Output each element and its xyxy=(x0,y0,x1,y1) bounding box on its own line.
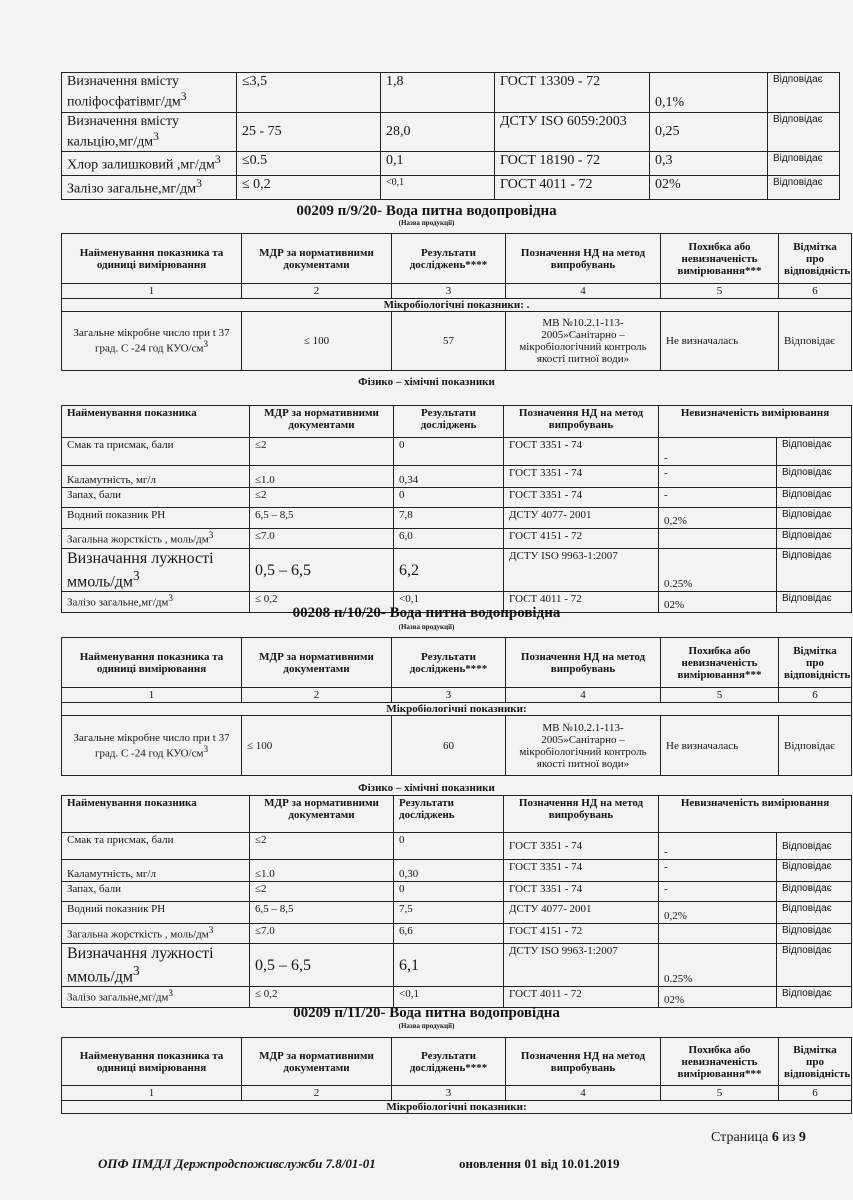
col-header-result: Результати досліджень**** xyxy=(392,1038,506,1086)
mdr-value: ≤ 100 xyxy=(242,312,392,371)
indicator-name: Смак та присмак, бали xyxy=(62,438,250,466)
uncertainty-value: 0.25% xyxy=(659,549,777,592)
table-header-row xyxy=(62,796,852,833)
compliance-mark: Відповідає xyxy=(768,112,840,152)
col-number: 2 xyxy=(242,688,392,703)
result-value: 6,6 xyxy=(394,924,504,944)
mdr-value: 0,5 – 6,5 xyxy=(250,549,394,592)
compliance-mark: Відповідає xyxy=(777,529,852,549)
mdr-value: ≤2 xyxy=(250,488,394,508)
error-value: 0,3 xyxy=(650,152,768,176)
col-number: 4 xyxy=(506,1086,661,1101)
col-number: 5 xyxy=(661,1086,779,1101)
col-header-result: Результати досліджень xyxy=(394,796,504,833)
result-value: <0,1 xyxy=(381,175,495,199)
indicator-name: Смак та присмак, бали xyxy=(62,833,250,860)
indicator-name: Визначення вмісту поліфосфатівмг/$дм^3$ xyxy=(62,73,237,113)
result-value: <0,1 xyxy=(394,592,504,613)
table-row xyxy=(62,112,840,152)
error-value: 0,25 xyxy=(650,112,768,152)
uncertainty-value: - xyxy=(659,882,777,902)
compliance-mark: Відповідає xyxy=(777,592,852,613)
table-header-row xyxy=(62,234,852,284)
col-header-mdr: МДР за нормативними документами xyxy=(242,234,392,284)
table-row xyxy=(62,488,852,508)
page-indicator xyxy=(711,1130,806,1146)
result-value: 6,1 xyxy=(394,944,504,987)
result-value: <0,1 xyxy=(394,987,504,1008)
result-value: 0 xyxy=(394,882,504,902)
method-value: ГОСТ 3351 - 74 xyxy=(504,488,659,508)
sample-title: 00208 п/10/20- Вода питна водопровідна xyxy=(292,605,561,621)
method-value: МВ №10.2.1-113-2005»Санітарно – мікробіологічний контроль якості питної води» xyxy=(506,312,661,371)
mdr-value: ≤2 xyxy=(250,833,394,860)
method-value: ГОСТ 3351 - 74 xyxy=(504,882,659,902)
micro-section-label: Мікробіологічні показники: xyxy=(62,703,852,716)
col-header-mdr: МДР за нормативними документами xyxy=(242,638,392,688)
indicator-name: Загальна жорсткість , моль/$дм^3$ xyxy=(62,529,250,549)
method-value: ДСТУ 4077- 2001 xyxy=(504,508,659,529)
table-row xyxy=(62,175,840,199)
error-value: 02% xyxy=(650,175,768,199)
micro-section-label: Мікробіологічні показники: . xyxy=(62,299,852,312)
result-value: 1,8 xyxy=(381,73,495,113)
compliance-mark: Відповідає xyxy=(777,488,852,508)
col-number: 5 xyxy=(661,284,779,299)
col-header-method: Позначення НД на метод випробувань xyxy=(504,796,659,833)
compliance-mark: Відповідає xyxy=(777,987,852,1008)
table-header-row xyxy=(62,406,852,438)
result-value: 28,0 xyxy=(381,112,495,152)
physchem-table xyxy=(61,795,852,1008)
uncertainty-value: - xyxy=(659,466,777,488)
col-header-error: Похибка або невизначеність вимірювання*** xyxy=(661,234,779,284)
error-value: Не визначалась xyxy=(661,312,779,371)
method-value: ГОСТ 4151 - 72 xyxy=(504,529,659,549)
col-number: 6 xyxy=(779,1086,852,1101)
col-header-mark: Відмітка про відповідність xyxy=(779,638,852,688)
physchem-table xyxy=(61,405,852,613)
col-header-result: Результати досліджень**** xyxy=(392,234,506,284)
method-value: ГОСТ 18190 - 72 xyxy=(495,152,650,176)
col-number: 1 xyxy=(62,284,242,299)
section-row xyxy=(62,1101,852,1114)
result-value: 0 xyxy=(394,438,504,466)
table-row xyxy=(62,466,852,488)
method-value: ГОСТ 4011 - 72 xyxy=(504,987,659,1008)
result-value: 7,5 xyxy=(394,902,504,924)
page-label: Страница xyxy=(711,1130,769,1145)
mdr-value: ≤7.0 xyxy=(250,924,394,944)
mdr-value: ≤0.5 xyxy=(237,152,381,176)
col-number: 3 xyxy=(392,284,506,299)
compliance-mark: Відповідає xyxy=(777,466,852,488)
method-value: ГОСТ 3351 - 74 xyxy=(504,833,659,860)
footer-org: ОПФ ПМДЛ Держпродспоживслужби 7.8/01-01 xyxy=(98,1156,376,1171)
col-number: 4 xyxy=(506,688,661,703)
table-row xyxy=(62,924,852,944)
top-results-table xyxy=(61,72,840,200)
indicator-name: Визначання лужності ммоль/$дм^3$ xyxy=(62,549,250,592)
indicator-name: Загальне мікробне число при t 37 град. С -24 год КУО/$см^3$ xyxy=(62,716,242,776)
table-row xyxy=(62,902,852,924)
col-header-error: Похибка або невизначеність вимірювання*** xyxy=(661,638,779,688)
compliance-mark: Відповідає xyxy=(777,438,852,466)
col-number: 6 xyxy=(779,688,852,703)
uncertainty-value xyxy=(659,529,777,549)
col-header-method: Позначення НД на метод випробувань xyxy=(506,234,661,284)
col-number: 3 xyxy=(392,1086,506,1101)
footer-update: оновлення 01 від 10.01.2019 xyxy=(459,1156,620,1171)
col-number: 6 xyxy=(779,284,852,299)
compliance-mark: Відповідає xyxy=(777,860,852,882)
compliance-mark: Відповідає xyxy=(768,175,840,199)
col-header-method: Позначення НД на метод випробувань xyxy=(506,1038,661,1086)
col-number: 2 xyxy=(242,1086,392,1101)
col-header-name: Найменування показника та одиниці вимірювання xyxy=(62,234,242,284)
col-header-result: Результати досліджень xyxy=(394,406,504,438)
error-value: Не визначалась xyxy=(661,716,779,776)
indicator-name: Залізо $загальне,мг/дм^3$ xyxy=(62,987,250,1008)
compliance-mark: Відповідає xyxy=(777,902,852,924)
table-row xyxy=(62,860,852,882)
uncertainty-value: - xyxy=(659,860,777,882)
indicator-name: Хлор залишковий $,мг/дм^3$ xyxy=(62,152,237,176)
uncertainty-value xyxy=(659,924,777,944)
col-header-name: Найменування показника xyxy=(62,406,250,438)
method-value: ГОСТ 3351 - 74 xyxy=(504,466,659,488)
col-header-name: Найменування показника та одиниці вимірювання xyxy=(62,638,242,688)
sample-title: 00209 п/11/20- Вода питна водопровідна xyxy=(293,1005,560,1021)
page-total: 9 xyxy=(798,1130,806,1145)
sample-table-head xyxy=(61,1037,852,1114)
uncertainty-value: 0,2% xyxy=(659,902,777,924)
compliance-mark: Відповідає xyxy=(777,508,852,529)
mdr-value: ≤ 0,2 xyxy=(237,175,381,199)
method-value: ДСТУ ISO 6059:2003 xyxy=(495,112,650,152)
uncertainty-value: 02% xyxy=(659,987,777,1008)
mdr-value: ≤2 xyxy=(250,438,394,466)
result-value: 57 xyxy=(392,312,506,371)
indicator-name: Визначання лужності ммоль/$дм^3$ xyxy=(62,944,250,987)
product-label: (Назва продукції) xyxy=(398,1022,455,1030)
table-header-row xyxy=(62,638,852,688)
col-header-mdr: МДР за нормативними документами xyxy=(250,406,394,438)
indicator-name: Залізо $загальне,мг/дм^3$ xyxy=(62,175,237,199)
table-row xyxy=(62,438,852,466)
col-number: 1 xyxy=(62,688,242,703)
col-number: 3 xyxy=(392,688,506,703)
result-value: 60 xyxy=(392,716,506,776)
result-value: 0,1 xyxy=(381,152,495,176)
table-row xyxy=(62,73,840,113)
section-row xyxy=(62,703,852,716)
method-value: ГОСТ 4011 - 72 xyxy=(504,592,659,613)
mdr-value: ≤7.0 xyxy=(250,529,394,549)
compliance-mark: Відповідає xyxy=(777,882,852,902)
result-value: 6,0 xyxy=(394,529,504,549)
compliance-mark: Відповідає xyxy=(777,944,852,987)
uncertainty-value: - xyxy=(659,488,777,508)
method-value: ГОСТ 3351 - 74 xyxy=(504,860,659,882)
table-row xyxy=(62,944,852,987)
column-number-row xyxy=(62,284,852,299)
col-number: 1 xyxy=(62,1086,242,1101)
col-header-method: Позначення НД на метод випробувань xyxy=(506,638,661,688)
uncertainty-value: 0.25% xyxy=(659,944,777,987)
indicator-name: Залізо $загальне,мг/дм^3$ xyxy=(62,592,250,613)
table-row xyxy=(62,529,852,549)
col-number: 5 xyxy=(661,688,779,703)
indicator-name: Визначення вмісту $кальцію,мг/дм^3$ xyxy=(62,112,237,152)
col-header-name: Найменування показника xyxy=(62,796,250,833)
product-label: (Назва продукції) xyxy=(398,623,455,631)
result-value: 0,34 xyxy=(394,466,504,488)
uncertainty-value: - xyxy=(659,438,777,466)
mdr-value: ≤1.0 xyxy=(250,466,394,488)
page-separator: из xyxy=(782,1130,796,1145)
uncertainty-value: 0,2% xyxy=(659,508,777,529)
col-header-mark: Відмітка про відповідність xyxy=(779,1038,852,1086)
column-number-row xyxy=(62,1086,852,1101)
mdr-value: 6,5 – 8,5 xyxy=(250,508,394,529)
micro-row xyxy=(62,312,852,371)
indicator-name: Запах, бали xyxy=(62,882,250,902)
table-row xyxy=(62,152,840,176)
compliance-mark: Відповідає xyxy=(777,833,852,860)
physchem-section-label: Фізико – хімічні показники xyxy=(358,376,495,388)
result-value: 0 xyxy=(394,833,504,860)
mdr-value: 25 - 75 xyxy=(237,112,381,152)
uncertainty-value: 02% xyxy=(659,592,777,613)
compliance-mark: Відповідає xyxy=(779,716,852,776)
mdr-value: 6,5 – 8,5 xyxy=(250,902,394,924)
mdr-value: ≤3,5 xyxy=(237,73,381,113)
sample-table-head xyxy=(61,233,852,371)
result-value: 6,2 xyxy=(394,549,504,592)
compliance-mark: Відповідає xyxy=(777,924,852,944)
col-header-method: Позначення НД на метод випробувань xyxy=(504,406,659,438)
method-value: ДСТУ ISO 9963-1:2007 xyxy=(504,944,659,987)
mdr-value: ≤1.0 xyxy=(250,860,394,882)
physchem-section-label: Фізико – хімічні показники xyxy=(358,782,495,794)
indicator-name: Каламутність, мг/л xyxy=(62,466,250,488)
error-value: 0,1% xyxy=(650,73,768,113)
method-value: ДСТУ 4077- 2001 xyxy=(504,902,659,924)
col-header-mdr: МДР за нормативними документами xyxy=(242,1038,392,1086)
method-value: ГОСТ 13309 - 72 xyxy=(495,73,650,113)
method-value: ДСТУ ISO 9963-1:2007 xyxy=(504,549,659,592)
table-row xyxy=(62,549,852,592)
col-number: 2 xyxy=(242,284,392,299)
mdr-value: ≤2 xyxy=(250,882,394,902)
col-header-name: Найменування показника та одиниці вимірювання xyxy=(62,1038,242,1086)
table-row xyxy=(62,833,852,860)
indicator-name: Запах, бали xyxy=(62,488,250,508)
method-value: ГОСТ 4151 - 72 xyxy=(504,924,659,944)
compliance-mark: Відповідає xyxy=(768,152,840,176)
result-value: 7,8 xyxy=(394,508,504,529)
mdr-value: 0,5 – 6,5 xyxy=(250,944,394,987)
section-row xyxy=(62,299,852,312)
indicator-name: Водний показник РН xyxy=(62,508,250,529)
compliance-mark: Відповідає xyxy=(779,312,852,371)
indicator-name: Водний показник РН xyxy=(62,902,250,924)
col-number: 4 xyxy=(506,284,661,299)
page-current: 6 xyxy=(771,1130,779,1145)
method-value: МВ №10.2.1-113-2005»Санітарно – мікробіологічний контроль якості питної води» xyxy=(506,716,661,776)
method-value: ГОСТ 3351 - 74 xyxy=(504,438,659,466)
sample-table-head xyxy=(61,637,852,776)
micro-row xyxy=(62,716,852,776)
mdr-value: ≤ 100 xyxy=(242,716,392,776)
table-header-row xyxy=(62,1038,852,1086)
uncertainty-value: - xyxy=(659,833,777,860)
compliance-mark: Відповідає xyxy=(777,549,852,592)
result-value: 0 xyxy=(394,488,504,508)
result-value: 0,30 xyxy=(394,860,504,882)
product-label: (Назва продукції) xyxy=(398,219,455,227)
compliance-mark: Відповідає xyxy=(768,73,840,113)
table-row xyxy=(62,882,852,902)
table-row xyxy=(62,508,852,529)
indicator-name: Каламутність, мг/л xyxy=(62,860,250,882)
column-number-row xyxy=(62,688,852,703)
micro-section-label: Мікробіологічні показники: xyxy=(62,1101,852,1114)
col-header-result: Результати досліджень**** xyxy=(392,638,506,688)
col-header-mdr: МДР за нормативними документами xyxy=(250,796,394,833)
col-header-mark: Відмітка про відповідність xyxy=(779,234,852,284)
col-header-uncertainty: Невизначеність вимірювання xyxy=(659,406,852,438)
method-value: ГОСТ 4011 - 72 xyxy=(495,175,650,199)
col-header-error: Похибка або невизначеність вимірювання*** xyxy=(661,1038,779,1086)
mdr-value: ≤ 0,2 xyxy=(250,592,394,613)
mdr-value: ≤ 0,2 xyxy=(250,987,394,1008)
indicator-name: Загальна жорсткість , моль/$дм^3$ xyxy=(62,924,250,944)
col-header-uncertainty: Невизначеність вимірювання xyxy=(659,796,852,833)
sample-title: 00209 п/9/20- Вода питна водопровідна xyxy=(296,203,557,219)
indicator-name: Загальне мікробне число при t 37 град. С -24 год КУО/$см^3$ xyxy=(62,312,242,371)
